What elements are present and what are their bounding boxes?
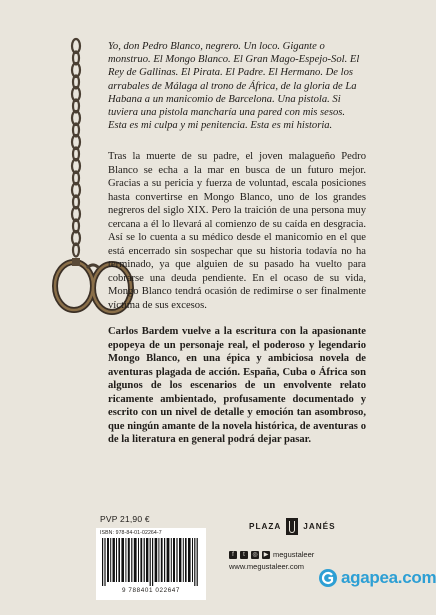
twitter-icon[interactable]: t bbox=[240, 551, 248, 559]
publisher-logo bbox=[249, 518, 336, 535]
watermark-text: agapea.com bbox=[341, 568, 436, 587]
barcode-digits: 9 788401 022647 bbox=[121, 587, 181, 594]
social-links bbox=[229, 550, 314, 559]
synopsis-text-start: Tras la muerte de su padre, el joven malagueño Pedro Blanco se echa a la mar en busca de un futuro mejor. Gracias a su pericia y fuerza de voluntad, escala posiciones hasta convertirse en Mongo Blanco, uno de los grandes negreros del siglo bbox=[108, 151, 366, 216]
isbn-label: ISBN: 978-84-01-02264-7 bbox=[100, 530, 162, 536]
price-label: PVP 21,90 € bbox=[100, 514, 150, 524]
publisher-name-left: PLAZA bbox=[249, 522, 282, 531]
publisher-emblem-icon bbox=[286, 518, 298, 535]
agapea-logo-icon bbox=[318, 568, 338, 588]
century-numeral: XIX bbox=[187, 205, 206, 216]
barcode-icon bbox=[102, 538, 200, 586]
facebook-icon[interactable]: f bbox=[229, 551, 237, 559]
agapea-watermark bbox=[318, 568, 436, 588]
synopsis-text-end: . Pero la traición de una persona muy cercana a él lo llevará al comienzo de su caída en desgracia. Así se lo cuenta a su médico desde el manicomio en el que está encerrado sin sospechar que su historia todavía no ha terminado, ya que alguien de su pasado ha vuelto para cobrarse una deuda pendiente. En el ocaso de su vida, Mongo Blanco tendrá ocasión de redimirse o ser finalmente víctima de sus excesos. bbox=[108, 205, 366, 311]
instagram-icon[interactable]: ◎ bbox=[252, 551, 258, 558]
synopsis-paragraph bbox=[108, 150, 366, 312]
publisher-name-right: JANÉS bbox=[303, 522, 336, 531]
epigraph-quote: Yo, don Pedro Blanco, negrero. Un loco. Gigante o monstruo. El Mongo Blanco. El Gran Mago-Espejo-Sol. El Rey de Gallinas. El Pirata. El Padre. El Hermano. De los arrabales de Málaga al trono de África, de la gloria de La Habana a un manicomio de Barcelona. Una pistola. Si tuviera una pistola mancharía una pared con mis sesos. Esta es mi culpa y mi penitencia. Esta es mi historia. bbox=[108, 41, 360, 132]
barcode-panel bbox=[96, 528, 206, 600]
author-blurb: Carlos Bardem vuelve a la escritura con la apasionante epopeya de un personaje real, el poderoso y legendario Mongo Blanco, en una épica y ambiciosa novela de aventuras plagada de acción. España, Cuba o África son algunos de los escenarios de un envolvente relato ricamente ambientado, profusamente documentado y escrito con un nivel de detalle y emoción tan asombroso, que ningún amante de la novela histórica, de aventuras o de la literatura en general podrá dejar pasar. bbox=[108, 326, 366, 445]
publisher-website[interactable]: www.megustaleer.com bbox=[229, 562, 305, 571]
youtube-icon[interactable]: ▶ bbox=[263, 551, 269, 558]
social-handle: megustaleer bbox=[273, 550, 315, 559]
